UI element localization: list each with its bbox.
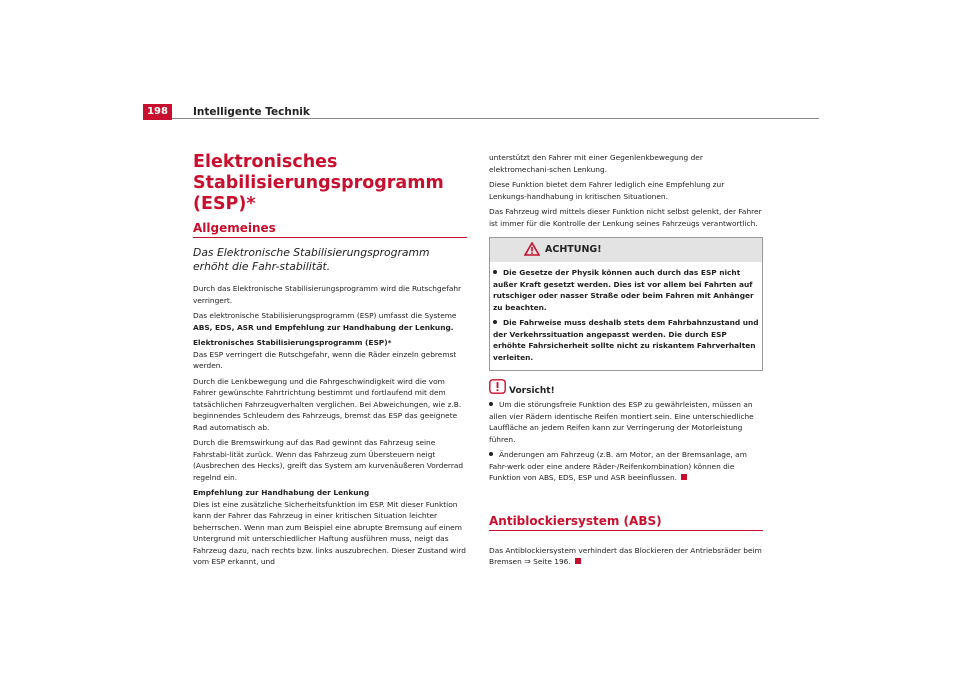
subheading-lenkung: Empfehlung zur Handhabung der Lenkung (193, 488, 370, 497)
paragraph-systems (193, 310, 467, 333)
bullet-icon (493, 270, 497, 274)
caution-bullet (489, 449, 763, 484)
abs-text: Das Antiblockiersystem verhindert das Blockieren der Antriebsräder beim Bremsen (489, 545, 762, 566)
paragraph: Dies ist eine zusätzliche Sicherheitsfunktion im ESP. Mit dieser Funktion kann der Fahrer das Fahrzeug in einer kritischen Situation leichter beherrschen. Wenn man zum Beispiel eine abrupte Bremsung auf einem Untergrund mit unterschiedlicher Haftung ausführen muss, neigt das Fahrzeug dazu, nach rechts bzw. links auszubrechen. Dieser Zustand wird vom ESP erkannt, und (193, 499, 466, 566)
left-column (193, 152, 467, 572)
paragraph-text: Das elektronische Stabilisierungsprogramm (ESP) umfasst die Systeme (193, 311, 457, 320)
section-heading-allgemeines: Allgemeines (193, 221, 467, 238)
caution-bullet-text: Um die störungsfreie Funktion des ESP zu gewährleisten, müssen an allen vier Rädern identische Reifen montiert sein. Eine unterschiedliche Lauffläche an jedem Reifen kann zur Verringerung der Motorleistung führen. (489, 400, 754, 444)
systems-list: ABS, EDS, ASR und Empfehlung zur Handhabung der Lenkung. (193, 322, 454, 332)
lead-text: Das Elektronische Stabilisierungsprogramm erhöht die Fahr-stabilität. (193, 246, 430, 273)
caution-exclamation-icon (489, 379, 506, 394)
paragraph: Durch die Bremswirkung auf das Rad gewinnt das Fahrzeug seine Fahrstabi-lität zurück. Wenn das Fahrzeug zum Übersteuern neigt (Ausbrechen des Hecks), greift das System am kurvenäußeren Vorderrad regelnd ein. (193, 438, 464, 482)
warning-box (489, 237, 763, 371)
warning-bullet-text: Die Fahrweise muss deshalb stets dem Fahrbahnzustand und der Verkehrssituation angepasst werden. Die durch ESP erhöhte Fahrsicherheit sollte nicht zu riskantem Fahrverhalten verleiten. (493, 318, 759, 362)
section-heading-abs: Antiblockiersystem (ABS) (489, 514, 763, 531)
paragraph: Das ESP verringert die Rutschgefahr, wenn die Räder einzeln gebremst werden. (193, 349, 457, 370)
page-number: 198 (143, 104, 172, 120)
running-header: Intelligente Technik (193, 106, 310, 118)
section-end-icon (575, 558, 581, 564)
paragraph: Diese Funktion bietet dem Fahrer lediglich eine Empfehlung zur Lenkungs-handhabung in kritischen Situationen. (489, 180, 725, 201)
caution-bullet-text: Änderungen am Fahrzeug (z.B. am Motor, an der Bremsanlage, am Fahr-werk oder eine andere Räder-/Reifenkombination) können die Funktion von ABS, EDS, ESP und ASR beeinflussen. (489, 450, 747, 482)
paragraph: Das Fahrzeug wird mittels dieser Funktion nicht selbst gelenkt, der Fahrer ist immer für die Kontrolle der Lenkung seines Fahrzeugs verantwortlich. (489, 207, 762, 228)
warning-header (490, 238, 762, 262)
bullet-icon (489, 402, 493, 406)
subheading-esp: Elektronisches Stabilisierungsprogramm (ESP)* (193, 338, 392, 347)
warning-bullet (493, 317, 759, 363)
warning-title: ACHTUNG! (545, 244, 602, 255)
section-end-icon (681, 474, 687, 480)
page-reference-link[interactable]: Seite 196. (530, 557, 571, 566)
bullet-icon (493, 320, 497, 324)
caution-header (489, 379, 763, 399)
warning-bullet (493, 267, 759, 313)
paragraph: unterstützt den Fahrer mit einer Gegenlenkbewegung der elektromechani-schen Lenkung. (489, 153, 703, 174)
chapter-title: Elektronisches Stabilisierungsprogramm (ESP)* (193, 152, 444, 214)
warning-bullet-text: Die Gesetze der Physik können auch durch das ESP nicht außer Kraft gesetzt werden. Dies ist vor allem bei Fahrten auf rutschiger oder nasser Straße oder beim Fahren mit Anhänger zu beachten. (493, 268, 754, 312)
warning-triangle-icon (524, 242, 540, 256)
right-column (489, 152, 763, 572)
warning-body (490, 262, 762, 370)
header-rule (172, 118, 819, 119)
caution-bullet (489, 399, 763, 445)
cross-reference-arrow-icon: ⇒ (524, 557, 531, 566)
bullet-icon (489, 452, 493, 456)
paragraph: Durch die Lenkbewegung und die Fahrgeschwindigkeit wird die vom Fahrer gewünschte Fahrtrichtung bestimmt und fortlaufend mit dem tatsächlichen Fahrzeugverhalten verglichen. Bei Abweichungen, wie z.B. beginnendes Schleudern des Fahrzeugs, bremst das ESP das geeignete Rad automatisch ab. (193, 376, 462, 432)
paragraph-abs (489, 545, 763, 568)
caution-title: Vorsicht! (509, 386, 555, 396)
paragraph: Durch das Elektronische Stabilisierungsprogramm wird die Rutschgefahr verringert. (193, 284, 462, 305)
